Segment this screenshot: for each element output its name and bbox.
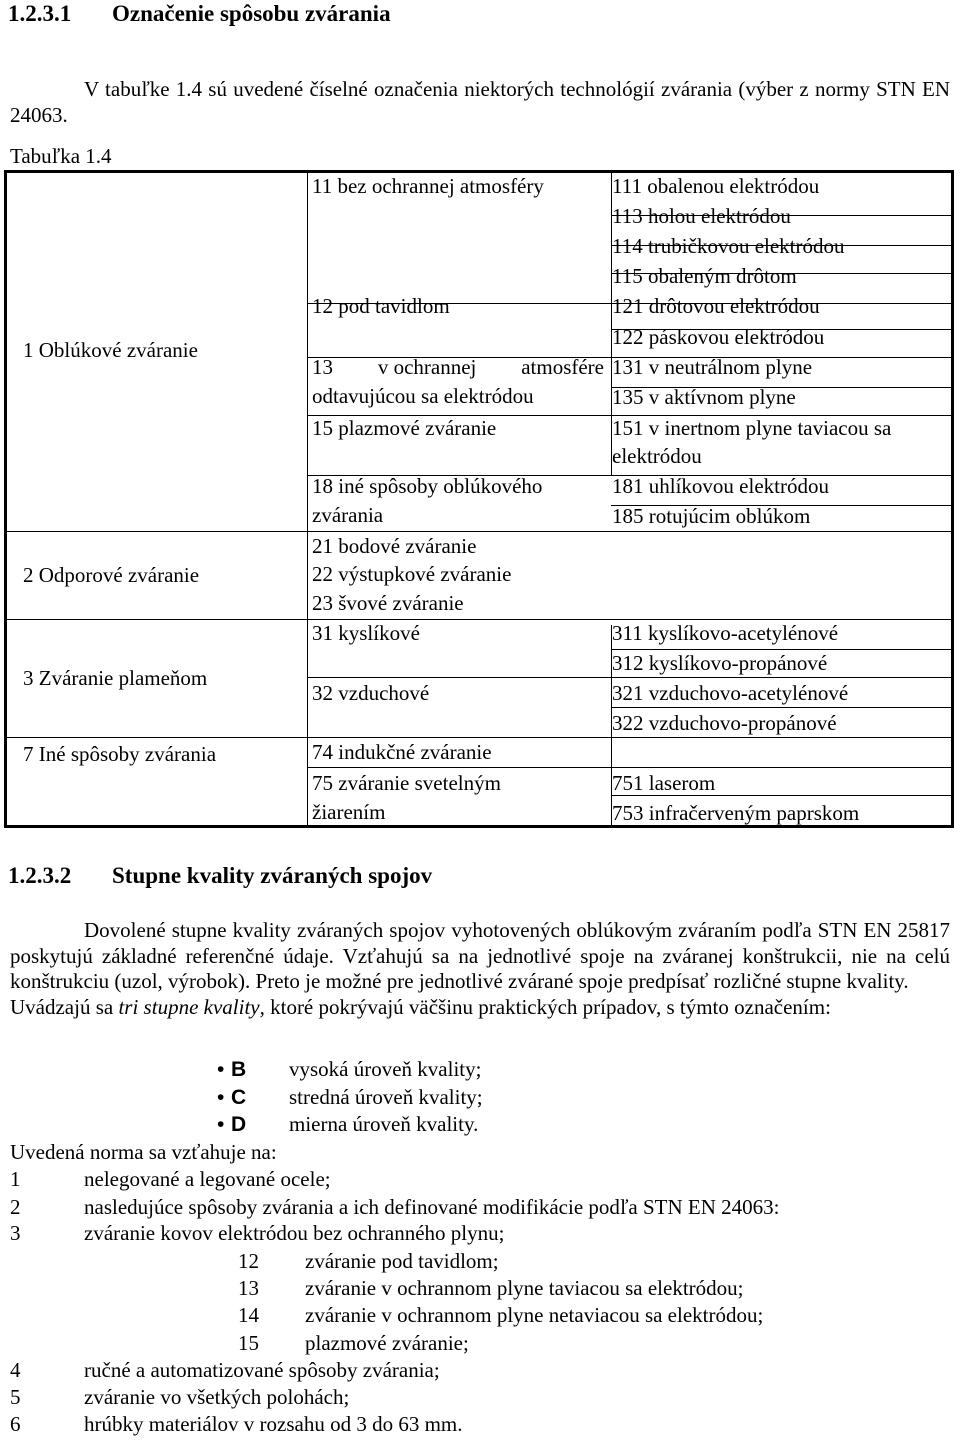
subgroup-75-line2: žiarením	[312, 800, 386, 824]
quality-level-c	[217, 1085, 483, 1111]
quality-letter: B	[231, 1058, 247, 1081]
process-321: 321 vzduchovo-acetylénové	[612, 681, 849, 705]
section-heading-1	[8, 0, 391, 28]
section-title: Stupne kvality zváraných spojov	[112, 863, 433, 888]
row-divider	[611, 707, 951, 708]
quality-letter: C	[231, 1086, 247, 1109]
sublist-item	[238, 1331, 469, 1357]
subgroup-31: 31 kyslíkové	[312, 621, 420, 645]
sublist-number: 13	[238, 1276, 259, 1300]
sublist-item	[238, 1276, 744, 1302]
subgroup-13-line1	[312, 355, 604, 381]
list-item	[10, 1195, 780, 1221]
quality-levels-paragraph	[10, 995, 950, 1021]
sublist-number: 15	[238, 1331, 259, 1355]
quality-paragraph: Dovolené stupne kvality zváraných spojov vyhotovených oblúkovým zváraním podľa STN EN 25817 poskytujú základné referenčné údaje. Vzťahujú sa na jednotlivé spoje na zváranej konštrukcii, nie na celú konštrukciu (uzol, výrobok). Preto je možné pre jednotlivé zvárané spoje predpísať rozličné stupne kvality.	[10, 918, 950, 994]
norm-intro: Uvedená norma sa vzťahuje na:	[10, 1140, 277, 1164]
list-text: ručné a automatizované spôsoby zvárania;	[84, 1358, 440, 1382]
list-text: nelegované a legované ocele;	[84, 1167, 331, 1191]
process-135: 135 v aktívnom plyne	[612, 385, 796, 409]
quality-desc: vysoká úroveň kvality;	[289, 1057, 482, 1081]
subgroup-18-line1: 18 iné spôsoby oblúkového	[312, 474, 543, 498]
group-gas-welding: 3 Zváranie plameňom	[23, 666, 208, 690]
process-131: 131 v neutrálnom plyne	[612, 355, 813, 379]
list-number: 2	[10, 1195, 21, 1219]
list-number: 3	[10, 1221, 21, 1245]
list-number: 5	[10, 1385, 21, 1409]
text-run: Uvádzajú sa	[10, 994, 119, 1019]
subgroup-32: 32 vzduchové	[312, 681, 430, 705]
process-322: 322 vzduchovo-propánové	[612, 711, 837, 735]
list-number: 1	[10, 1167, 21, 1191]
subgroup-23: 23 švové zváranie	[312, 591, 464, 615]
quality-level-d	[217, 1112, 478, 1138]
sublist-item	[238, 1249, 499, 1275]
column-divider	[307, 173, 308, 825]
group-arc-welding: 1 Oblúkové zváranie	[23, 338, 198, 362]
quality-desc: mierna úroveň kvality.	[289, 1112, 479, 1136]
text-run: , ktoré pokrývajú väčšinu praktických prípadov, s týmto označením:	[259, 994, 831, 1019]
subgroup-74: 74 indukčné zváranie	[312, 740, 492, 764]
process-114: 114 trubičkovou elektródou	[612, 234, 845, 258]
section-number: 1.2.3.1	[8, 1, 72, 26]
process-311: 311 kyslíkovo-acetylénové	[612, 621, 839, 645]
sublist-item	[238, 1303, 763, 1329]
list-item	[10, 1385, 349, 1411]
list-text: hrúbky materiálov v rozsahu od 3 do 63 mm.	[84, 1412, 463, 1436]
list-item	[10, 1358, 440, 1384]
process-151: 151 v inertnom plyne taviacou sa	[612, 416, 892, 440]
subgroup-21: 21 bodové zváranie	[312, 534, 477, 558]
quality-letter: D	[231, 1113, 247, 1136]
quality-desc: stredná úroveň kvality;	[289, 1085, 483, 1109]
sublist-text: zváranie v ochrannom plyne netaviacou sa elektródou;	[305, 1303, 764, 1327]
section-number: 1.2.3.2	[8, 863, 72, 888]
row-divider	[307, 677, 951, 678]
list-number: 4	[10, 1358, 21, 1382]
list-item	[10, 1412, 463, 1438]
row-divider	[307, 767, 951, 768]
subgroup-13-line2: odtavujúcou sa elektródou	[312, 384, 534, 408]
sublist-number: 12	[238, 1249, 259, 1273]
process-121: 121 drôtovou elektródou	[612, 294, 820, 318]
process-122: 122 páskovou elektródou	[612, 325, 825, 349]
sublist-text: zváranie v ochrannom plyne taviacou sa elektródou;	[305, 1276, 744, 1300]
list-number: 6	[10, 1412, 21, 1436]
process-185: 185 rotujúcim oblúkom	[612, 504, 811, 528]
quality-section-body	[10, 918, 950, 1020]
process-115: 115 obaleným drôtom	[612, 264, 797, 288]
process-113: 113 holou elektródou	[612, 204, 791, 228]
list-text: zváranie kovov elektródou bez ochranného plynu;	[84, 1221, 505, 1245]
subgroup-13-part: 13	[312, 355, 333, 379]
subgroup-18-line2: zvárania	[312, 503, 384, 527]
process-181: 181 uhlíkovou elektródou	[612, 474, 829, 498]
sublist-number: 14	[238, 1303, 259, 1327]
group-other-welding: 7 Iné spôsoby zvárania	[23, 742, 217, 766]
section-title: Označenie spôsobu zvárania	[112, 1, 391, 26]
sublist-text: plazmové zváranie;	[305, 1331, 469, 1355]
list-item	[10, 1167, 331, 1193]
subgroup-15: 15 plazmové zváranie	[312, 416, 497, 440]
subgroup-75-line1: 75 zváranie svetelným	[312, 771, 501, 795]
bullet-icon: •	[217, 1113, 225, 1136]
subgroup-11: 11 bez ochrannej atmosféry	[312, 174, 544, 198]
list-item	[10, 1221, 504, 1247]
subgroup-22: 22 výstupkové zváranie	[312, 562, 512, 586]
process-751: 751 laserom	[612, 771, 716, 795]
row-divider	[7, 737, 951, 738]
group-resistance-welding: 2 Odporové zváranie	[23, 563, 200, 587]
row-divider	[7, 619, 951, 620]
row-divider	[611, 649, 951, 650]
table-caption: Tabuľka 1.4	[10, 144, 112, 168]
italic-text-run: tri stupne kvality	[118, 994, 260, 1019]
intro-paragraph: V tabuľke 1.4 sú uvedené číselné označenia niektorých technológií zvárania (výber z normy STN EN 24063.	[10, 77, 950, 127]
list-text: zváranie vo všetkých polohách;	[84, 1385, 350, 1409]
process-753: 753 infračerveným paprskom	[612, 801, 860, 825]
list-text: nasledujúce spôsoby zvárania a ich definované modifikácie podľa STN EN 24063:	[84, 1195, 780, 1219]
process-312: 312 kyslíkovo-propánové	[612, 651, 828, 675]
subgroup-13-part: atmosfére	[521, 355, 604, 379]
subgroup-12: 12 pod tavidlom	[312, 294, 450, 318]
subgroup-13-part: v ochrannej	[377, 355, 477, 379]
row-divider	[7, 531, 951, 532]
bullet-icon: •	[217, 1086, 225, 1109]
process-111: 111 obalenou elektródou	[612, 174, 820, 198]
quality-level-b	[217, 1057, 481, 1083]
section-heading-2	[8, 862, 432, 890]
sublist-text: zváranie pod tavidlom;	[305, 1249, 499, 1273]
process-151-cont: elektródou	[612, 444, 702, 468]
bullet-icon: •	[217, 1058, 225, 1081]
